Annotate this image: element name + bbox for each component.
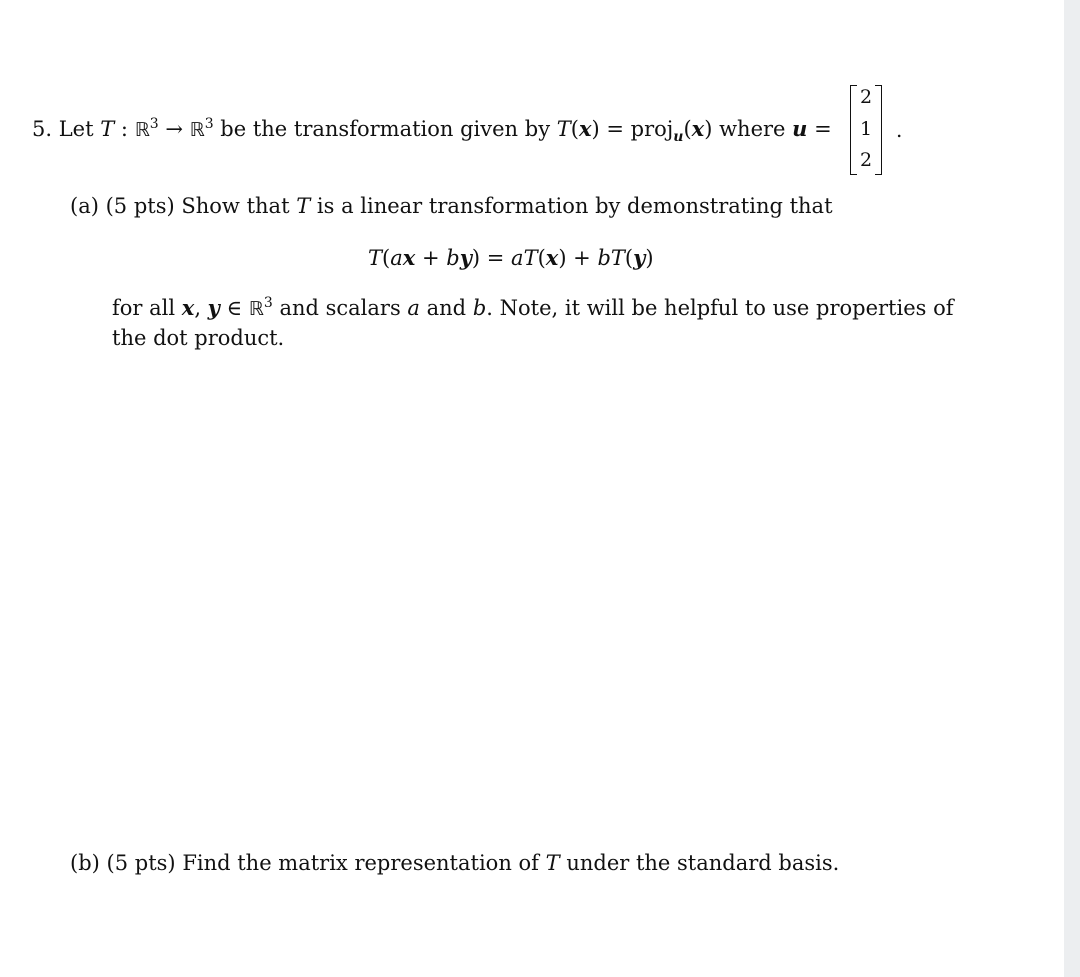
problem-where: where bbox=[719, 117, 786, 141]
part-a-prompt: (a) (5 pts) Show that T is a linear transformation by demonstrating that bbox=[70, 194, 833, 218]
vector-u-entry-3: 2 bbox=[859, 149, 873, 171]
linearity-equation: T(ax + by) = aT(x) + bT(y) bbox=[368, 245, 654, 270]
part-a-and-scalars: and scalars bbox=[279, 296, 401, 320]
problem-intro-let: Let bbox=[58, 117, 94, 141]
problem-intro-mid: be the transformation given by bbox=[220, 117, 551, 141]
part-a-points: (5 pts) bbox=[105, 194, 175, 218]
vector-u-entry-1: 2 bbox=[859, 86, 873, 108]
problem-number: 5. bbox=[32, 117, 53, 141]
part-a-followup-line2: the dot product. bbox=[112, 326, 285, 350]
part-a-label: (a) bbox=[70, 194, 99, 218]
part-a-for-all: for all bbox=[112, 296, 176, 320]
vector-u-entry-2: 1 bbox=[859, 118, 873, 140]
part-a-prompt-start: Show that bbox=[181, 194, 290, 218]
part-b-label: (b) bbox=[70, 851, 100, 875]
matrix-right-bracket bbox=[875, 85, 882, 175]
statement-period: . bbox=[896, 118, 903, 142]
part-b-points: (5 pts) bbox=[106, 851, 176, 875]
part-a-and: and bbox=[426, 296, 467, 320]
vector-u-matrix bbox=[850, 85, 882, 175]
part-b-prompt: (b) (5 pts) Find the matrix representation of T under the standard basis. bbox=[70, 851, 840, 875]
part-a-prompt-end: is a linear transformation by demonstrating that bbox=[316, 194, 833, 218]
page-right-margin bbox=[1064, 0, 1080, 977]
part-b-prompt-end: under the standard basis. bbox=[566, 851, 840, 875]
part-a-note: . Note, it will be helpful to use properties of bbox=[486, 296, 954, 320]
part-b-prompt-start: Find the matrix representation of bbox=[182, 851, 539, 875]
problem-statement: 5. Let T : ℝ$^3$ → ℝ$^3$ be the transformation given by T(x) = proj$_u$(x) where u = bbox=[32, 116, 832, 145]
part-a-followup-line1: for all x, y ∈ ℝ$^3$ and scalars a and b. Note, it will be helpful to use properties of bbox=[112, 295, 954, 320]
